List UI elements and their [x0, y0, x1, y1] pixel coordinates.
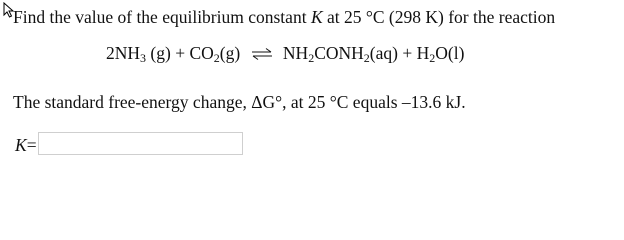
free-energy-statement: The standard free-energy change, ΔG°, at 25 °C equals –13.6 kJ. — [13, 92, 466, 112]
answer-variable: K — [15, 135, 27, 155]
product-urea: NH — [282, 43, 309, 63]
question-text-rest: at 25 °C (298 K) for the reaction — [327, 7, 556, 27]
reactant-co2: CO — [189, 43, 214, 63]
subscript: 2 — [308, 51, 315, 65]
plus-sign: + — [175, 43, 186, 63]
question-line-1 — [13, 7, 555, 28]
answer-label — [15, 135, 37, 156]
subscript: 2 — [429, 51, 436, 65]
equilibrium-arrow-icon — [251, 44, 273, 56]
state-label: (g) — [219, 43, 241, 63]
subscript: 3 — [140, 51, 147, 65]
question-text: Find the value of the equilibrium constant — [13, 7, 307, 27]
answer-input[interactable] — [38, 132, 243, 155]
product-water-part: O — [435, 43, 448, 63]
equals-sign: = — [26, 135, 37, 155]
subscript: 2 — [363, 51, 370, 65]
reactant-ammonia: 2NH — [106, 43, 141, 63]
variable-k: K — [310, 7, 323, 27]
reaction-equation — [106, 43, 464, 64]
subscript: 2 — [213, 51, 220, 65]
state-label: (g) — [150, 43, 171, 63]
product-urea-part: CONH — [314, 43, 364, 63]
plus-sign: + — [402, 43, 413, 63]
state-label: (aq) — [369, 43, 398, 63]
product-water: H — [416, 43, 430, 63]
state-label: (l) — [447, 43, 465, 63]
